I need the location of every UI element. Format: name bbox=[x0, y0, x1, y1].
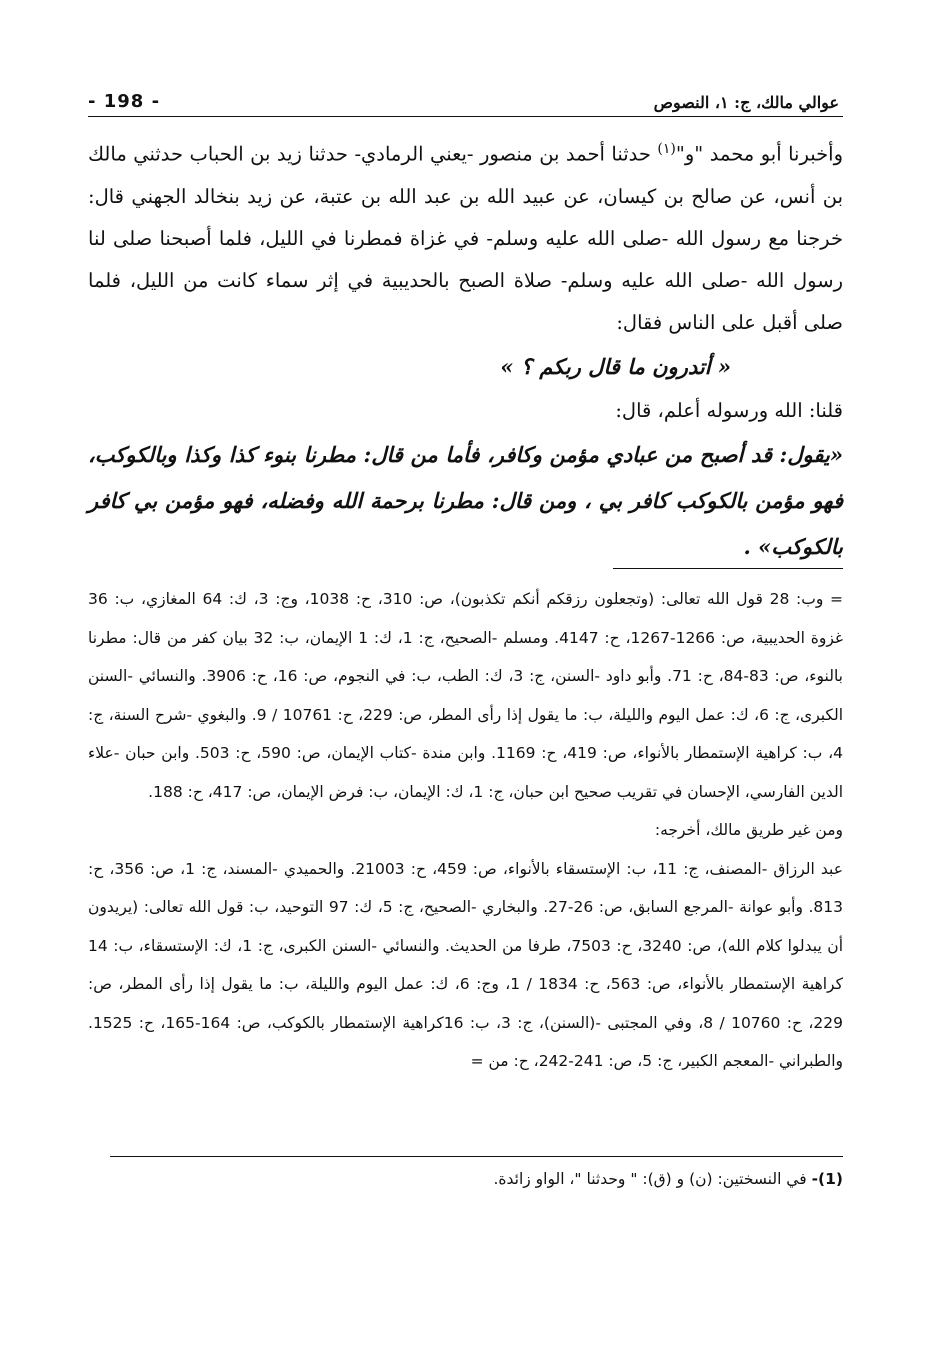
footnotes bbox=[88, 580, 843, 1081]
answer-line: قلنا: الله ورسوله أعلم، قال: bbox=[615, 398, 843, 422]
question-line: « أتدرون ما قال ربكم ؟ » bbox=[500, 353, 731, 379]
main-text bbox=[88, 128, 843, 570]
running-title: عوالي مالك، ج: ١، النصوص bbox=[653, 93, 839, 112]
isnad-paragraph bbox=[88, 128, 843, 344]
footnote-subheading: ومن غير طريق مالك، أخرجه: bbox=[654, 821, 843, 839]
page-header bbox=[88, 78, 839, 112]
page-number: - 198 - bbox=[88, 91, 161, 112]
hadith-text: «يقول: قد أصبح من عبادي مؤمن وكافر، فأما من قال: مطرنا بنوء كذا وكذا وبالكوكب، فهو مؤمن بالكوكب كافر بي ، ومن قال: مطرنا برحمة الله وفضله، فهو مؤمن بي كافر بالكوكب» . bbox=[88, 441, 843, 559]
isnad-rest: حدثنا أحمد بن منصور -يعني الرمادي- حدثنا زيد بن الحباب حدثني مالك بن أنس، عن صالح بن كيسان، عن عبيد الله بن عبد الله بن عتبة، عن زيد بنخالد الجهني قال: خرجنا مع رسول الله -صلى الله عليه وسلم- في غزاة فمطرنا في الليل، فلما أصبحنا صلى لنا رسول الله -صلى الله عليه وسلم- صلاة الصبح بالحديبية في إثر سماء كانت من الليل، فلما صلى أقبل على الناس فقال: bbox=[88, 142, 843, 334]
footnote-marker: (١) bbox=[657, 141, 676, 157]
footnote-separator bbox=[613, 568, 843, 569]
note-separator bbox=[110, 1156, 843, 1157]
note-marker: (1)- bbox=[811, 1170, 843, 1188]
note-text: في النسختين: (ن) و (ق): " وحدثنا "، الواو زائدة. bbox=[493, 1170, 812, 1188]
footnote-references: عبد الرزاق -المصنف، ج: 11، ب: الإستسقاء بالأنواء، ص: 459، ح: 21003. والحميدي -المسند، ج: 1، ص: 356، ح: 813. وأبو عوانة -المرجع السابق، ص: 26-27. والبخاري -الصحيح، ج: 5، ك: 97 التوحيد، ب: قول الله تعالى: (يريدون أن يبدلوا كلام الله)، ص: 3240، ح: 7503، طرفا من الحديث. والنسائي -السنن الكبرى، ج: 1، ك: الإستسقاء، ب: 14 كراهية الإستمطار بالأنواء، ص: 563، ح: 1834 / 1، وج: 6، ك: عمل اليوم والليلة، ب: ما يقول إذا رأى المطر، ص: 229، ح: 10760 / 8، وفي المجتبى -(السنن)، ج: 3، ب: 16كراهية الإستمطار بالكوكب، ص: 164-165، ح: 1525. والطبراني -المعجم الكبير، ج: 5، ص: 241-242، ح: من = bbox=[88, 859, 844, 1070]
manuscript-note bbox=[88, 1164, 843, 1194]
footnote-continuation: = وب: 28 قول الله تعالى: (وتجعلون رزقكم أنكم تكذبون)، ص: 310، ح: 1038، وج: 3، ك: 64 المغازي، ب: 36 غزوة الحديبية، ص: 1266-1267، ح: 4147. ومسلم -الصحيح، ج: 1، ك: 1 الإيمان، ب: 32 بيان كفر من قال: مطرنا بالنوء، ص: 83-84، ح: 71. وأبو داود -السنن، ج: 3، ك: الطب، ب: في النجوم، ص: 16، ح: 3906. والنسائي -السنن الكبرى، ج: 6، ك: عمل اليوم والليلة، ب: ما يقول إذا رأى المطر، ص: 229، ح: 10761 / 9. والبغوي -شرح السنة، ج: 4، ب: كراهية الإستمطار بالأنواء، ص: 419، ح: 1169. وابن مندة -كتاب الإيمان، ص: 590، ح: 503. وابن حبان -علاء الدين الفارسي، الإحسان في تقريب صحيح ابن حبان، ج: 1، ك: الإيمان، ب: فرض الإيمان، ص: 417، ح: 188. bbox=[88, 590, 844, 801]
header-rule bbox=[88, 116, 843, 117]
isnad-start: وأخبرنا أبو محمد "و" bbox=[675, 142, 843, 166]
